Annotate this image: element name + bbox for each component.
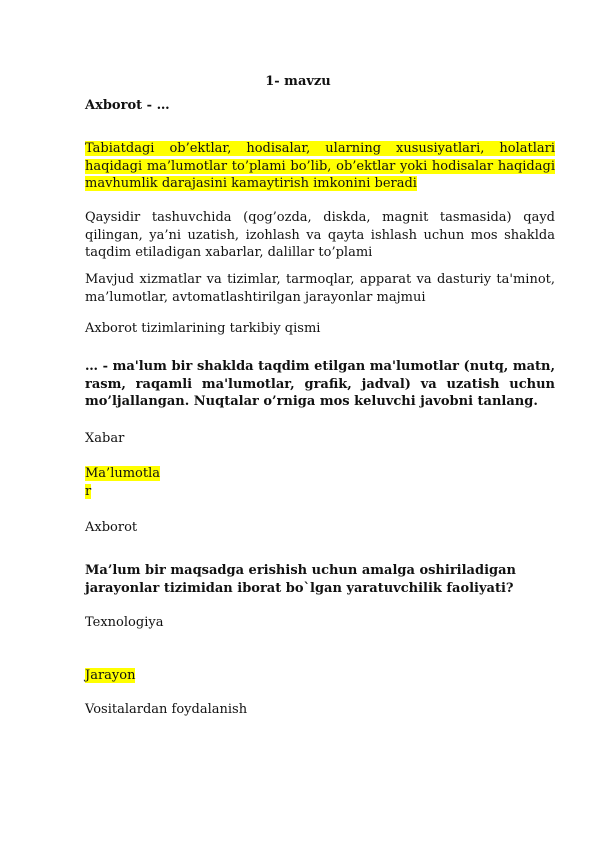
page-title: 1- mavzu bbox=[265, 74, 331, 89]
q2-option-2 bbox=[85, 465, 165, 500]
question-1-heading: Axborot - … bbox=[85, 98, 170, 113]
q1-option-3: Mavjud xizmatlar va tizimlar, tarmoqlar, apparat va dasturiy ta'minot, ma’lumotlar, avtomatlashtirilgan jarayonlar majmui bbox=[85, 272, 555, 305]
q2-option-2-text: Ma’lumotlar bbox=[85, 466, 161, 499]
question-2-text: … - ma'lum bir shaklda taqdim etilgan ma'lumotlar (nutq, matn, rasm, raqamli ma'lumotlar, grafik, jadval) va uzatish uchun mo’ljallangan. Nuqtalar o’rniga mos keluvchi javobni tanlang. bbox=[85, 359, 555, 409]
q3-option-1: Texnologiya bbox=[85, 615, 164, 630]
q2-option-3: Axborot bbox=[85, 520, 138, 535]
q3-option-2 bbox=[85, 667, 555, 685]
q1-option-2: Qaysidir tashuvchida (qog’ozda, diskda, magnit tasmasida) qayd qilingan, ya’ni uzatish, izohlash va qayta ishlash uchun mos shaklda taqdim etiladigan xabarlar, dalillar to’plami bbox=[85, 210, 555, 260]
q2-option-1: Xabar bbox=[85, 431, 125, 446]
q1-option-1 bbox=[85, 140, 555, 193]
q3-option-3: Vositalardan foydalanish bbox=[85, 702, 248, 717]
question-3-text: Ma’lum bir maqsadga erishish uchun amalga oshiriladigan jarayonlar tizimidan iborat bo`lgan yaratuvchilik faoliyati? bbox=[85, 563, 516, 596]
q1-option-4: Axborot tizimlarining tarkibiy qismi bbox=[85, 321, 321, 336]
q3-option-2-text: Jarayon bbox=[85, 668, 136, 683]
q1-option-1-text: Tabiatdagi ob’ektlar, hodisalar, ularning xususiyatlari, holatlari haqidagi ma’lumotlar to’plami bo’lib, ob’ektlar yoki hodisalar haqidagi mavhumlik darajasini kamaytirish imkonini beradi bbox=[85, 141, 555, 191]
